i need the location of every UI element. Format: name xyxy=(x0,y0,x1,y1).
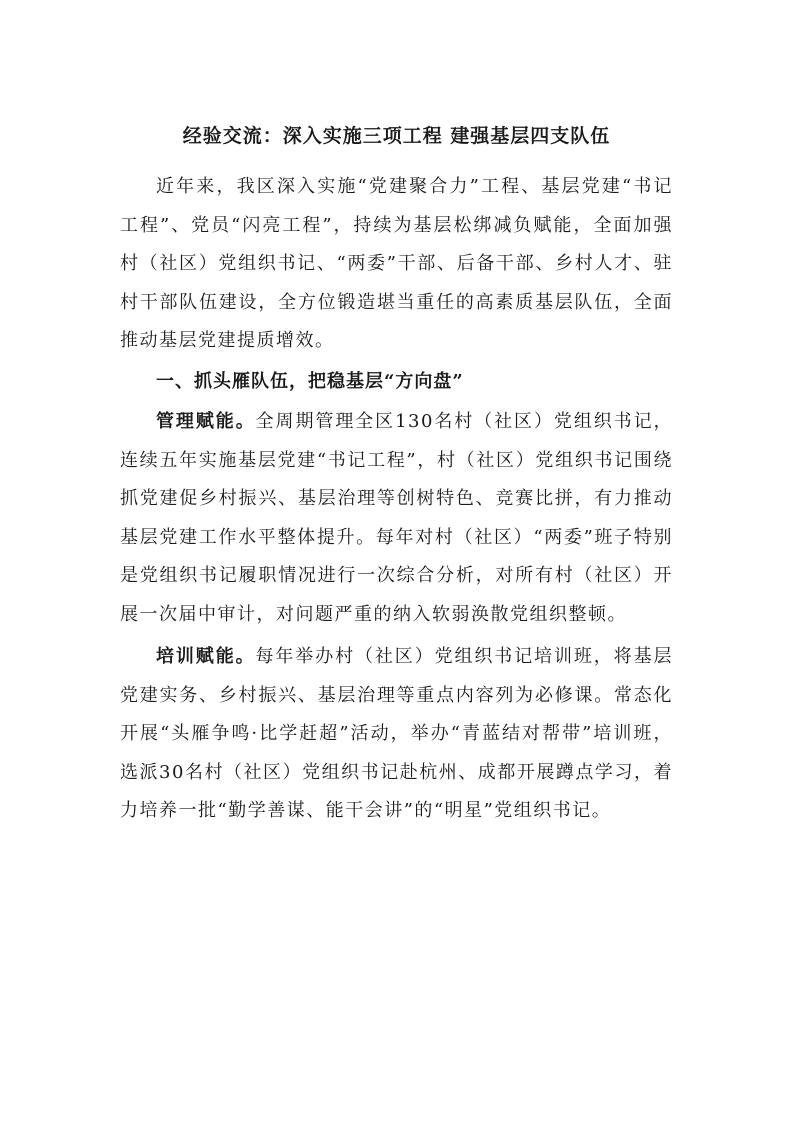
document-page xyxy=(120,120,673,831)
paragraph-body: 每年举办村（社区）党组织书记培训班，将基层党建实务、乡村振兴、基层治理等重点内容列为必修课。常态化开展“头雁争鸣·比学赶超”活动，举办“青蓝结对帮带”培训班，选派30名村（社区）党组织书记赴杭州、成都开展蹲点学习，着力培养一批“勤学善谋、能干会讲”的“明星”党组织书记。 xyxy=(120,646,673,821)
section-heading-1: 一、抓头雁队伍，把稳基层“方向盘” xyxy=(156,370,464,392)
paragraph-body: 全周期管理全区130名村（社区）党组织书记，连续五年实施基层党建“书记工程”，村（社区）党组织书记围绕抓党建促乡村振兴、基层治理等创树特色、竞赛比拼，有力推动基层党建工作水平整体提升。每年对村（社区）“两委”班子特别是党组织书记履职情况进行一次综合分析，对所有村（社区）开展一次届中审计，对问题严重的纳入软弱涣散党组织整顿。 xyxy=(120,411,674,625)
document-title: 经验交流：深入实施三项工程 建强基层四支队伍 xyxy=(182,125,611,147)
intro-paragraph: 近年来，我区深入实施“党建聚合力”工程、基层党建“书记工程”、党员“闪亮工程”，持续为基层松绑减负赋能，全面加强村（社区）党组织书记、“两委”干部、后备干部、乡村人才、驻村干部队伍建设，全方位锻造堪当重任的高素质基层队伍，全面推动基层党建提质增效。 xyxy=(120,176,673,351)
paragraph-lead: 培训赋能。 xyxy=(156,646,256,667)
paragraph-lead: 管理赋能。 xyxy=(156,411,256,432)
paragraph-training xyxy=(120,638,673,831)
paragraph-management xyxy=(120,403,673,634)
